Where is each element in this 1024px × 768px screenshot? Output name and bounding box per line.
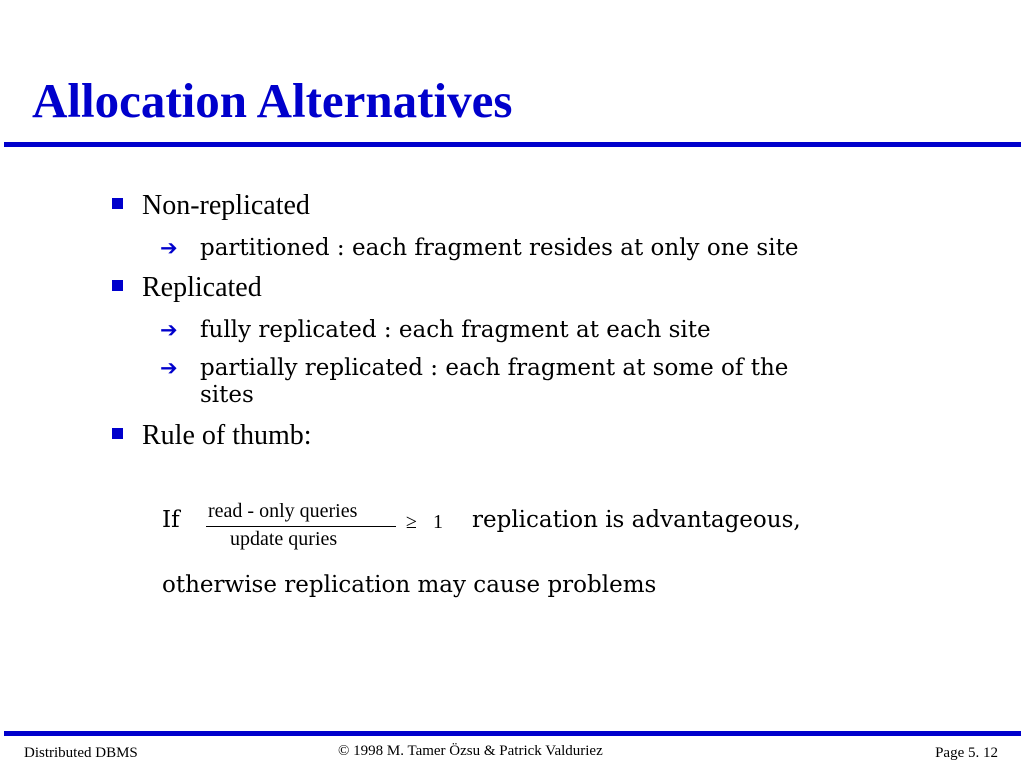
fraction-numerator: read - only queries — [208, 500, 358, 522]
formula-rhs: 1 — [433, 511, 443, 533]
bullet-item — [112, 190, 310, 222]
sub-bullet-text: fully replicated : each fragment at each site — [200, 317, 711, 343]
square-bullet-icon — [112, 428, 123, 439]
arrow-right-icon: ➔ — [160, 236, 178, 260]
geq-symbol: ≥ — [406, 511, 417, 533]
fraction-bar — [206, 526, 396, 527]
bullet-item — [112, 420, 312, 452]
arrow-right-icon: ➔ — [160, 356, 178, 380]
arrow-right-icon: ➔ — [160, 318, 178, 342]
bullet-text: Replicated — [142, 272, 262, 303]
bullet-text: Rule of thumb: — [142, 420, 312, 451]
footer-page-number: Page 5. 12 — [935, 745, 998, 761]
slide-title: Allocation Alternatives — [32, 73, 513, 128]
sub-bullet-continuation: sites — [200, 382, 254, 408]
bullet-text: Non-replicated — [142, 190, 310, 221]
sub-bullet-item — [160, 235, 798, 261]
bullet-item — [112, 272, 262, 304]
footer-divider — [4, 731, 1021, 736]
formula-otherwise: otherwise replication may cause problems — [162, 572, 657, 598]
square-bullet-icon — [112, 280, 123, 291]
title-divider — [4, 142, 1021, 147]
footer-course: Distributed DBMS — [24, 745, 138, 761]
formula-if: If — [162, 507, 180, 533]
sub-bullet-text: partitioned : each fragment resides at only one site — [200, 235, 799, 261]
square-bullet-icon — [112, 198, 123, 209]
formula-conclusion: replication is advantageous, — [472, 507, 801, 533]
fraction-denominator: update quries — [230, 528, 338, 550]
sub-bullet-text: partially replicated : each fragment at some of the — [200, 355, 789, 381]
sub-bullet-item — [160, 355, 788, 381]
sub-bullet-item — [160, 317, 711, 343]
footer-copyright: © 1998 M. Tamer Özsu & Patrick Valduriez — [338, 743, 603, 759]
